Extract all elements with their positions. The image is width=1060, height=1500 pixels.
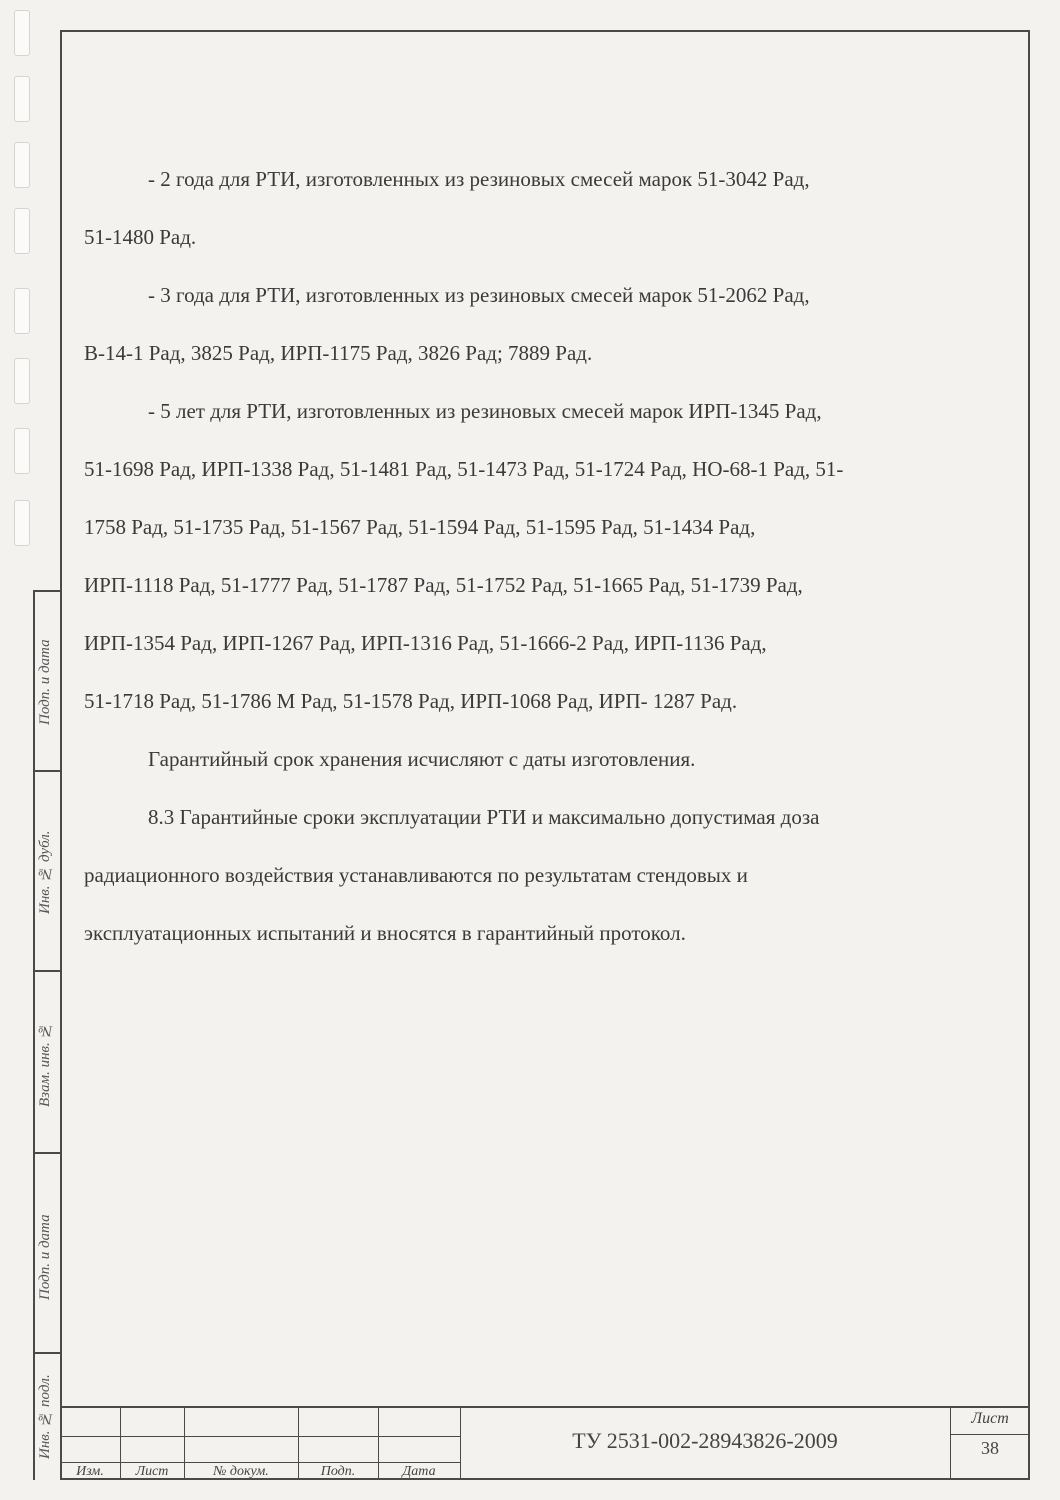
side-label: Инв. № подл. <box>37 1374 53 1460</box>
stamp-header-signature: Подп. <box>320 1464 356 1479</box>
binding-hole <box>14 208 30 254</box>
binding-hole <box>14 428 30 474</box>
sheet-divider <box>950 1434 1030 1435</box>
binding-hole <box>14 10 30 56</box>
binding-hole <box>14 500 30 546</box>
side-label: Взам. инв. № <box>37 1022 53 1107</box>
paragraph-line: 8.3 Гарантийные сроки эксплуатации РТИ и максимально допустимая доза <box>148 805 820 829</box>
paragraph-line: Гарантийный срок хранения исчисляют с даты изготовления. <box>148 747 696 771</box>
sheet-number: 38 <box>981 1438 999 1458</box>
stamp-header-sheet: Лист <box>135 1464 169 1479</box>
paragraph-line: радиационного воздействия устанавливаются по результатам стендовых и <box>84 863 748 887</box>
side-divider <box>35 1352 62 1354</box>
document-number: ТУ 2531-002-28943826-2009 <box>572 1428 838 1453</box>
paragraph-line: В-14-1 Рад, 3825 Рад, ИРП-1175 Рад, 3826 Рад; 7889 Рад. <box>84 341 593 365</box>
sheet-label: Лист <box>971 1410 1009 1427</box>
paragraph-line: ИРП-1118 Рад, 51-1777 Рад, 51-1787 Рад, 51-1752 Рад, 51-1665 Рад, 51-1739 Рад, <box>84 573 803 597</box>
paragraph-line: 51-1718 Рад, 51-1786 М Рад, 51-1578 Рад, ИРП-1068 Рад, ИРП- 1287 Рад. <box>84 689 738 713</box>
stamp-header-doc-number: № докум. <box>213 1464 269 1479</box>
side-divider <box>35 970 62 972</box>
side-label: Подп. и дата <box>37 639 53 725</box>
paragraph-line: эксплуатационных испытаний и вносятся в гарантийный протокол. <box>84 921 686 945</box>
side-divider <box>35 770 62 772</box>
stamp-header-date: Дата <box>402 1464 436 1479</box>
binding-hole <box>14 288 30 334</box>
paragraph-line: ИРП-1354 Рад, ИРП-1267 Рад, ИРП-1316 Рад, 51-1666-2 Рад, ИРП-1136 Рад, <box>84 631 767 655</box>
stamp-row-line <box>60 1462 460 1463</box>
stamp-row-line <box>60 1436 460 1437</box>
side-divider <box>35 1152 62 1154</box>
stamp-header-change: Изм. <box>76 1464 104 1479</box>
paragraph-line: - 5 лет для РТИ, изготовленных из резиновых смесей марок ИРП-1345 Рад, <box>148 399 822 423</box>
paragraph-line: 1758 Рад, 51-1735 Рад, 51-1567 Рад, 51-1594 Рад, 51-1595 Рад, 51-1434 Рад, <box>84 515 756 539</box>
paragraph-line: - 3 года для РТИ, изготовленных из резиновых смесей марок 51-2062 Рад, <box>148 283 810 307</box>
paragraph-line: 51-1698 Рад, ИРП-1338 Рад, 51-1481 Рад, 51-1473 Рад, 51-1724 Рад, НО-68-1 Рад, 51- <box>84 457 844 481</box>
paragraph-line: 51-1480 Рад. <box>84 225 197 249</box>
side-label: Подп. и дата <box>37 1214 53 1300</box>
binding-hole <box>14 358 30 404</box>
binding-hole <box>14 76 30 122</box>
title-block <box>60 1406 1030 1480</box>
side-label: Инв. № дубл. <box>37 830 53 914</box>
document-body <box>84 150 1014 962</box>
binding-hole <box>14 142 30 188</box>
side-stamp-strip <box>33 590 60 1480</box>
binding-holes <box>14 0 34 600</box>
paragraph-line: - 2 года для РТИ, изготовленных из резиновых смесей марок 51-3042 Рад, <box>148 167 810 191</box>
